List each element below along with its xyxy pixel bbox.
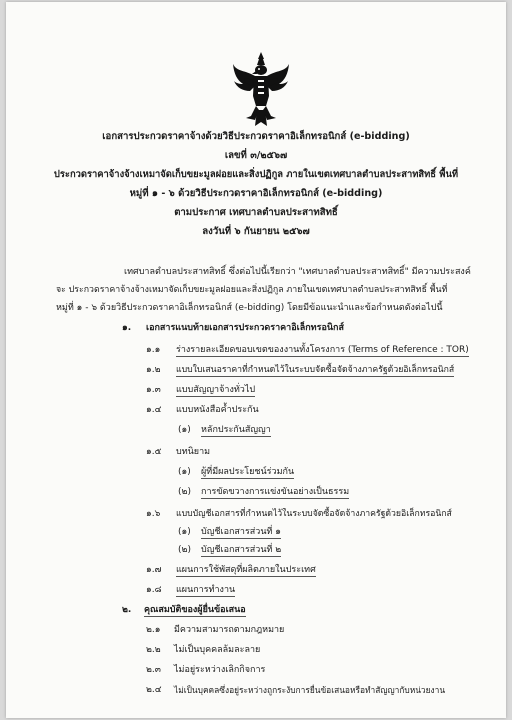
- item-number: ๑.๓: [146, 385, 161, 395]
- item-text: แบบใบเสนอราคาที่กำหนดไว้ในระบบจัดซื้อจัดจ้างภาครัฐด้วยอิเล็กทรอนิกส์: [176, 365, 455, 375]
- intro-line-2: จะ ประกวดราคาจ้างจ้างเหมาจัดเก็บขยะมูลฝอยและสิ่งปฏิกูล ภายในเขตเทศบาลตำบลประสาทสิทธิ์ พื้นที่: [56, 285, 448, 295]
- announcement-reference: ตามประกาศ เทศบาลตำบลประสาทสิทธิ์: [174, 207, 338, 218]
- item-number: ๑.๒: [146, 365, 161, 375]
- item-text: แผนการใช้พัสดุที่ผลิตภายในประเทศ: [176, 565, 316, 575]
- section-number: ๑.: [122, 323, 132, 333]
- item-number: (๑): [178, 467, 191, 477]
- item-text: ไม่อยู่ระหว่างเลิกกิจการ: [174, 665, 266, 675]
- item-number: ๒.๒: [146, 645, 161, 655]
- item-text: แผนการทำงาน: [176, 585, 236, 595]
- document-title: เอกสารประกวดราคาจ้างด้วยวิธีประกวดราคาอิเล็กทรอนิกส์ (e-bidding): [102, 131, 410, 142]
- announcement-date: ลงวันที่ ๖ กันยายน ๒๕๖๗: [202, 226, 310, 237]
- item-number: ๑.๗: [146, 565, 162, 575]
- item-number: ๒.๑: [146, 625, 161, 635]
- item-text: การขัดขวางการแข่งขันอย่างเป็นธรรม: [201, 487, 350, 497]
- project-title-line2: หมู่ที่ ๑ - ๖ ด้วยวิธีประกวดราคาอิเล็กทรอนิกส์ (e-bidding): [129, 188, 383, 199]
- item-text: แบบบัญชีเอกสารที่กำหนดไว้ในระบบจัดซื้อจัดจ้างภาครัฐด้วยอิเล็กทรอนิกส์: [176, 509, 452, 519]
- item-number: ๑.๑: [146, 345, 161, 355]
- item-text: ผู้ที่มีผลประโยชน์ร่วมกัน: [201, 467, 295, 477]
- item-number: (๒): [178, 487, 191, 497]
- garuda-emblem-icon: [231, 50, 291, 128]
- item-text: ร่างรายละเอียดขอบเขตของงานทั้งโครงการ (Terms of Reference : TOR): [176, 345, 469, 355]
- item-number: ๒.๔: [146, 685, 162, 695]
- document-page: [6, 2, 506, 718]
- section-number: ๒.: [122, 605, 132, 615]
- item-number: (๑): [178, 425, 191, 435]
- item-text: ไม่เป็นบุคคลซึ่งอยู่ระหว่างถูกระงับการยื่นข้อเสนอหรือทำสัญญากับหน่วยงาน: [174, 685, 446, 695]
- item-number: (๑): [178, 527, 191, 537]
- item-text: บัญชีเอกสารส่วนที่ ๑: [201, 527, 282, 537]
- item-text: มีความสามารถตามกฎหมาย: [174, 625, 285, 635]
- project-title-line1: ประกวดราคาจ้างจ้างเหมาจัดเก็บขยะมูลฝอยและสิ่งปฏิกูล ภายในเขตเทศบาลตำบลประสาทสิทธิ์ พื้นที่: [53, 169, 459, 180]
- item-text: หลักประกันสัญญา: [201, 425, 271, 435]
- item-text: แบบสัญญาจ้างทั่วไป: [176, 385, 256, 395]
- item-number: ๑.๖: [146, 509, 161, 519]
- intro-line-3: หมู่ที่ ๑ - ๖ ด้วยวิธีประกวดราคาอิเล็กทรอนิกส์ (e-bidding) โดยมีข้อแนะนำและข้อกำหนดดังต่อไปนี้: [56, 303, 443, 313]
- item-text: แบบหนังสือค้ำประกัน: [176, 405, 259, 415]
- document-number: เลขที่ ๓/๒๕๖๗: [224, 150, 288, 161]
- item-number: ๑.๔: [146, 405, 162, 415]
- item-number: ๒.๓: [146, 665, 161, 675]
- item-text: บทนิยาม: [176, 447, 211, 457]
- item-number: ๑.๘: [146, 585, 162, 595]
- section-title: คุณสมบัติของผู้ยื่นข้อเสนอ: [144, 605, 246, 615]
- item-text: ไม่เป็นบุคคลล้มละลาย: [174, 645, 261, 655]
- item-number: (๒): [178, 545, 191, 555]
- section-title: เอกสารแนบท้ายเอกสารประกวดราคาอิเล็กทรอนิกส์: [146, 323, 344, 333]
- item-text: บัญชีเอกสารส่วนที่ ๒: [201, 545, 282, 555]
- intro-line-1: เทศบาลตำบลประสาทสิทธิ์ ซึ่งต่อไปนี้เรียกว่า "เทศบาลตำบลประสาทสิทธิ์" มีความประสงค์: [124, 267, 471, 277]
- item-number: ๑.๕: [146, 447, 162, 457]
